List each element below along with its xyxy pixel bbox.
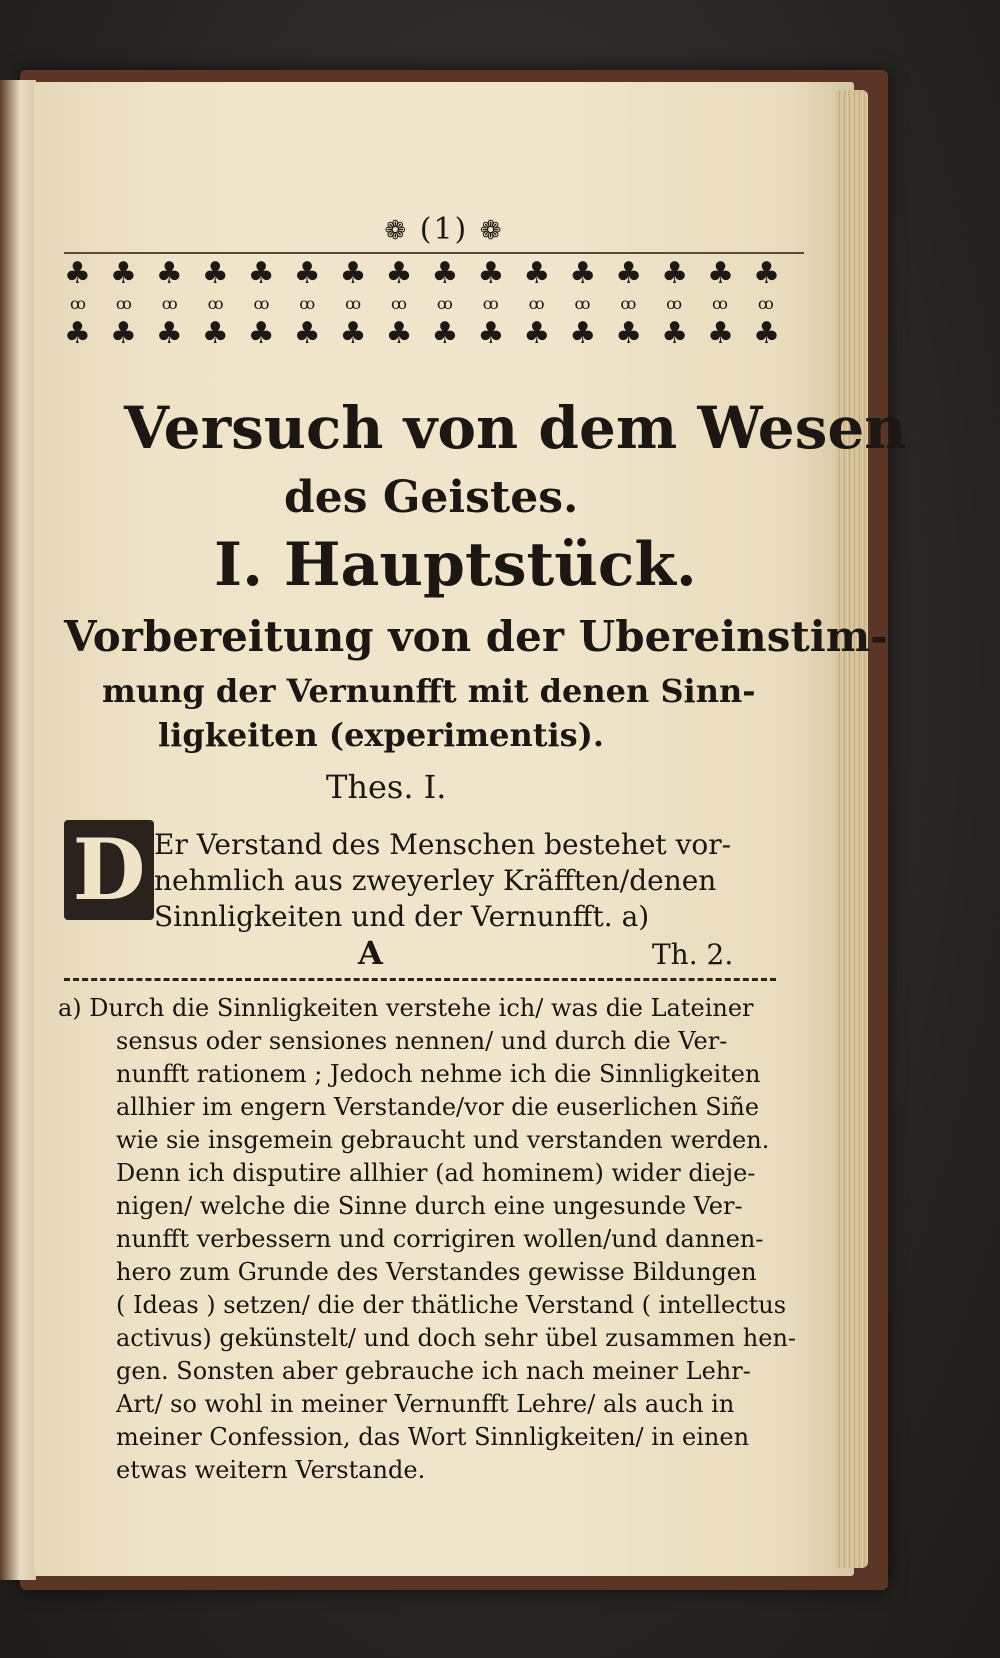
fleuron-ornament-icon: ꝏ bbox=[666, 294, 683, 313]
chapter-subtitle-line: ligkeiten (experimentis). bbox=[158, 716, 604, 754]
signature-mark: A bbox=[358, 934, 383, 972]
footnote-line: meiner Confession, das Wort Sinnligkeiten/ in einen bbox=[116, 1423, 750, 1451]
footnote-line: allhier im engern Verstande/vor die euserlichen Siñe bbox=[116, 1093, 760, 1121]
thesis-text-line: Sinnligkeiten und der Vernunfft. a) bbox=[154, 900, 650, 933]
fleuron-ornament-icon: ♣ bbox=[64, 316, 91, 348]
fleuron-ornament-icon: ꝏ bbox=[115, 294, 132, 313]
fleuron-ornament-icon: ♣ bbox=[109, 260, 137, 291]
fleuron-ornament-icon: ♣ bbox=[293, 260, 321, 291]
fleuron-ornament-icon: ♣ bbox=[293, 316, 321, 348]
footnote-line: nunfft verbessern und corrigiren wollen/und dannen- bbox=[116, 1225, 764, 1253]
footnote-line: etwas weitern Verstande. bbox=[116, 1456, 426, 1484]
footnote-line: hero zum Grunde des Verstandes gewisse Bildungen bbox=[116, 1258, 757, 1286]
page-number: (1) bbox=[419, 212, 469, 247]
fleuron-ornament-icon: ♣ bbox=[477, 260, 505, 291]
fleuron-ornament-icon: ꝏ bbox=[482, 294, 499, 313]
fleuron-ornament-icon: ♣ bbox=[109, 316, 137, 348]
footnote-line: ( Ideas ) setzen/ die der thätliche Verstand ( intellectus bbox=[116, 1291, 787, 1319]
fleuron-ornament-icon: ♣ bbox=[661, 260, 689, 291]
flower-ornament-icon: ❁ bbox=[479, 216, 504, 246]
footnote-line: activus) gekünstelt/ und doch sehr übel zusammen hen- bbox=[116, 1324, 797, 1352]
fleuron-ornament-icon: ♣ bbox=[523, 316, 551, 348]
footnote-line: nigen/ welche die Sinne durch eine ungesunde Ver- bbox=[116, 1192, 743, 1220]
fleuron-ornament-icon: ♣ bbox=[247, 260, 275, 291]
fleuron-ornament-icon: ♣ bbox=[477, 316, 505, 348]
fleuron-ornament-icon: ♣ bbox=[247, 316, 275, 348]
fleuron-ornament-icon: ♣ bbox=[615, 316, 643, 348]
fleuron-ornament-icon: ꝏ bbox=[436, 294, 453, 313]
fleuron-ornament-icon: ♣ bbox=[385, 316, 413, 348]
fleuron-ornament-icon: ꝏ bbox=[207, 294, 224, 313]
fleuron-ornament-icon: ♣ bbox=[64, 260, 91, 291]
fleuron-ornament-icon: ♣ bbox=[201, 260, 229, 291]
footnote-line: nunfft rationem ; Jedoch nehme ich die Sinnligkeiten bbox=[116, 1060, 761, 1088]
fleuron-ornament-icon: ꝏ bbox=[528, 294, 545, 313]
flower-ornament-icon: ❁ bbox=[384, 216, 409, 246]
footnote-line: Art/ so wohl in meiner Vernunfft Lehre/ als auch in bbox=[116, 1390, 735, 1418]
title-line-1: Versuch von dem Wesen bbox=[124, 394, 907, 462]
fleuron-ornament-icon: ♣ bbox=[431, 316, 459, 348]
ornament-row-top bbox=[64, 260, 780, 291]
ornament-row-middle bbox=[64, 295, 780, 313]
ornament-row-bottom bbox=[64, 316, 780, 348]
fleuron-ornament-icon: ꝏ bbox=[299, 294, 316, 313]
fleuron-ornament-icon: ꝏ bbox=[70, 294, 86, 313]
footnote-separator bbox=[64, 978, 776, 981]
fleuron-ornament-icon: ꝏ bbox=[574, 294, 591, 313]
fleuron-ornament-icon: ♣ bbox=[615, 260, 643, 291]
fleuron-ornament-icon: ꝏ bbox=[712, 294, 729, 313]
page-content bbox=[34, 82, 907, 1576]
fleuron-ornament-icon: ♣ bbox=[707, 260, 735, 291]
fleuron-ornament-icon: ꝏ bbox=[391, 294, 407, 313]
fleuron-ornament-icon: ♣ bbox=[155, 260, 183, 291]
chapter-subtitle-line: mung der Vernunfft mit denen Sinn- bbox=[102, 672, 756, 710]
fleuron-ornament-icon: ♣ bbox=[155, 316, 183, 348]
title-line-2: des Geistes. bbox=[284, 472, 579, 523]
fleuron-ornament-icon: ꝏ bbox=[345, 294, 362, 313]
fleuron-ornament-icon: ♣ bbox=[201, 316, 229, 348]
thesis-text-line: nehmlich aus zweyerley Kräfften/denen bbox=[154, 864, 717, 897]
page-number-header bbox=[344, 212, 544, 247]
fleuron-ornament-icon: ♣ bbox=[661, 316, 689, 348]
fleuron-ornament-icon: ♣ bbox=[569, 316, 597, 348]
thesis-text-line: Er Verstand des Menschen bestehet vor- bbox=[154, 828, 732, 861]
fleuron-ornament-icon: ♣ bbox=[339, 260, 367, 291]
fleuron-ornament-icon: ꝏ bbox=[161, 294, 178, 313]
fleuron-ornament-icon: ♣ bbox=[431, 260, 459, 291]
footnote-line: gen. Sonsten aber gebrauche ich nach meiner Lehr- bbox=[116, 1357, 751, 1385]
drop-cap-initial: D bbox=[64, 820, 154, 920]
fleuron-ornament-icon: ꝏ bbox=[757, 294, 774, 313]
fleuron-ornament-icon: ♣ bbox=[523, 260, 551, 291]
fleuron-ornament-icon: ꝏ bbox=[620, 294, 637, 313]
fleuron-ornament-icon: ♣ bbox=[753, 316, 780, 348]
fleuron-ornament-icon: ♣ bbox=[569, 260, 597, 291]
fleuron-ornament-icon: ♣ bbox=[707, 316, 735, 348]
footnote-line: a) Durch die Sinnligkeiten verstehe ich/ was die Lateiner bbox=[58, 994, 754, 1022]
chapter-subtitle-line: Vorbereitung von der Ubereinstim- bbox=[64, 612, 888, 661]
fleuron-ornament-icon: ♣ bbox=[385, 260, 413, 291]
fleuron-ornament-icon: ♣ bbox=[339, 316, 367, 348]
chapter-heading: I. Hauptstück. bbox=[214, 530, 697, 600]
footnote-line: sensus oder sensiones nennen/ und durch die Ver- bbox=[116, 1027, 728, 1055]
footnote-line: Denn ich disputire allhier (ad hominem) wider dieje- bbox=[116, 1159, 756, 1187]
fleuron-ornament-icon: ♣ bbox=[753, 260, 780, 291]
header-rule bbox=[64, 252, 804, 254]
catchword: Th. 2. bbox=[652, 938, 734, 971]
ornamental-border-band bbox=[64, 260, 780, 348]
fleuron-ornament-icon: ꝏ bbox=[253, 294, 270, 313]
facing-page-edge bbox=[0, 80, 36, 1580]
thesis-label: Thes. I. bbox=[326, 768, 447, 806]
footnote-line: wie sie insgemein gebraucht und verstanden werden. bbox=[116, 1126, 770, 1154]
